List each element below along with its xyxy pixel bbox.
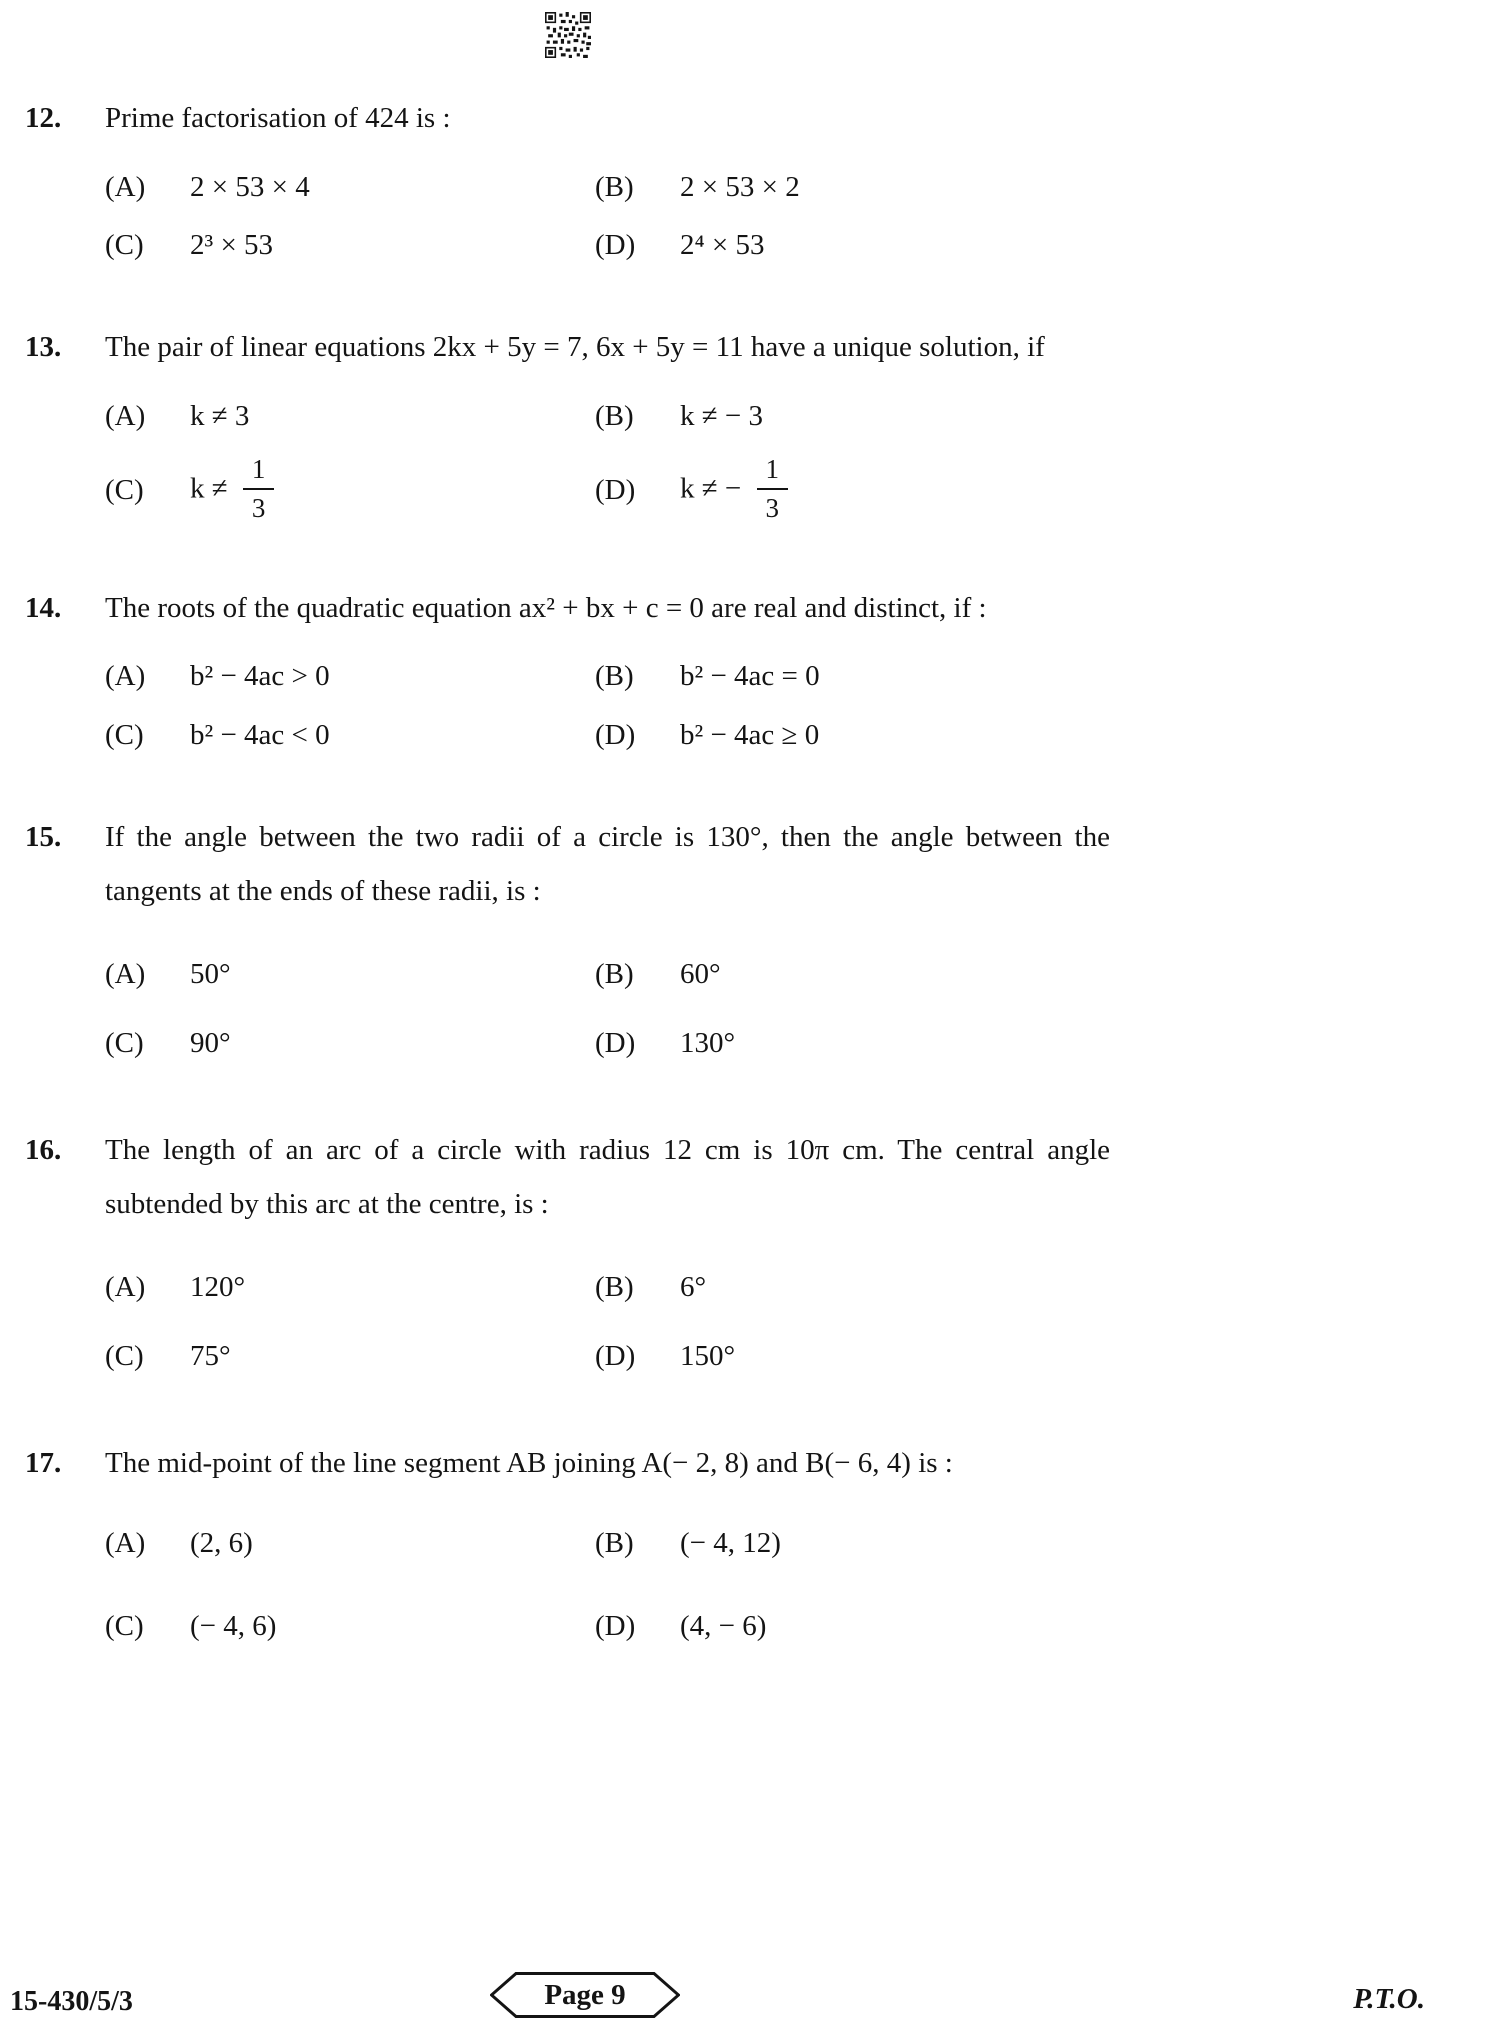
option-value: [190, 453, 595, 524]
option-label: (B): [595, 958, 634, 991]
option-row: [105, 387, 1110, 446]
question-text: The length of an arc of a circle with radius 12 cm is 10π cm. The central angle subtended by this arc at the centre, is :: [105, 1133, 1110, 1220]
option-value: 120°: [190, 1271, 246, 1304]
option-label: (D): [595, 1339, 636, 1372]
option-value: 2 × 53 × 4: [190, 170, 310, 203]
option-value: b² − 4ac > 0: [190, 660, 330, 693]
option-label: (B): [595, 399, 634, 432]
option-value: 6°: [680, 1271, 707, 1304]
option-row: [105, 706, 1110, 765]
option-label: (C): [105, 229, 144, 262]
page-number: Page 9: [544, 1978, 626, 2011]
question-13: [25, 321, 1110, 536]
fraction: [757, 454, 789, 524]
option-label: (A): [105, 170, 146, 203]
option-value: 130°: [680, 1027, 736, 1060]
question-15: [25, 811, 1110, 1078]
option-value: b² − 4ac = 0: [680, 660, 820, 693]
option-row: [105, 446, 1110, 536]
question-number: 12.: [25, 102, 62, 134]
page-footer: [0, 1968, 1505, 2018]
option-label: (B): [595, 1527, 634, 1560]
option-value: 90°: [190, 1027, 231, 1060]
fraction-denominator: 3: [251, 492, 266, 523]
option-value: 75°: [190, 1339, 231, 1372]
exam-code: 15-430/5/3: [10, 1986, 133, 2017]
question-number: 16.: [25, 1133, 62, 1166]
option-value: (− 4, 6): [190, 1610, 277, 1643]
option-value: 2 × 53 × 2: [680, 170, 800, 203]
option-value: 2³ × 53: [190, 229, 274, 262]
question-number: 13.: [25, 331, 62, 364]
option-value: 60°: [680, 958, 721, 991]
question-text: The pair of linear equations 2kx + 5y = 7, 6x + 5y = 11 have a unique solution, if: [105, 331, 1045, 364]
fraction-numerator: 1: [243, 454, 275, 490]
fraction-denominator: 3: [765, 492, 780, 523]
option-row: [105, 940, 1110, 1009]
option-label: (D): [595, 1027, 636, 1060]
question-16: [25, 1124, 1110, 1391]
question-text: The roots of the quadratic equation ax² + bx + c = 0 are real and distinct, if :: [105, 591, 987, 624]
question-text: The mid-point of the line segment AB joining A(− 2, 8) and B(− 6, 4) is :: [105, 1446, 953, 1479]
option-value: 50°: [190, 958, 231, 991]
option-label: (A): [105, 1527, 146, 1560]
question-number: 15.: [25, 821, 62, 853]
option-label: (A): [105, 399, 146, 432]
option-value-prefix: k ≠ −: [680, 472, 742, 505]
option-row: [105, 158, 1110, 217]
option-value: b² − 4ac < 0: [190, 719, 330, 752]
fraction-numerator: 1: [757, 454, 789, 490]
option-row: [105, 1585, 1110, 1668]
option-label: (D): [595, 719, 636, 752]
option-label: (C): [105, 719, 144, 752]
question-14: [25, 582, 1110, 765]
option-value: k ≠ − 3: [680, 399, 764, 432]
exam-page-content: [25, 12, 1110, 1714]
option-value: b² − 4ac ≥ 0: [680, 719, 820, 752]
pto-label: P.T.O.: [1353, 1983, 1425, 2015]
option-row: [105, 1322, 1110, 1391]
option-label: (A): [105, 958, 146, 991]
option-label: (C): [105, 1339, 144, 1372]
option-label: (C): [105, 1610, 144, 1643]
option-label: (C): [105, 1027, 144, 1060]
option-row: [105, 216, 1110, 275]
option-label: (D): [595, 1610, 636, 1643]
option-label: (A): [105, 1271, 146, 1304]
question-text: Prime factorisation of 424 is :: [105, 102, 451, 134]
option-row: [105, 1253, 1110, 1322]
question-12: [25, 92, 1110, 275]
option-row: [105, 647, 1110, 706]
option-label: (B): [595, 1271, 634, 1304]
option-row: [105, 1009, 1110, 1078]
fraction: [243, 454, 275, 524]
page-badge: [490, 1972, 680, 2018]
question-number: 17.: [25, 1446, 62, 1479]
question-17: [25, 1437, 1110, 1668]
qr-code: [545, 12, 591, 58]
option-value: k ≠ 3: [190, 399, 250, 432]
option-value: (2, 6): [190, 1527, 253, 1560]
option-value: (− 4, 12): [680, 1527, 781, 1560]
option-value: 150°: [680, 1339, 736, 1372]
option-label: (D): [595, 474, 636, 507]
question-number: 14.: [25, 591, 62, 624]
option-row: [105, 1502, 1110, 1585]
option-label: (C): [105, 474, 144, 507]
option-value: 2⁴ × 53: [680, 229, 765, 262]
option-label: (A): [105, 660, 146, 693]
option-label: (B): [595, 170, 634, 203]
question-text: If the angle between the two radii of a circle is 130°, then the angle between the tangents at the ends of these radii, is :: [105, 821, 1110, 907]
option-value: [680, 453, 1110, 524]
option-value-prefix: k ≠: [190, 472, 228, 505]
option-label: (D): [595, 229, 636, 262]
option-value: (4, − 6): [680, 1610, 767, 1643]
option-label: (B): [595, 660, 634, 693]
